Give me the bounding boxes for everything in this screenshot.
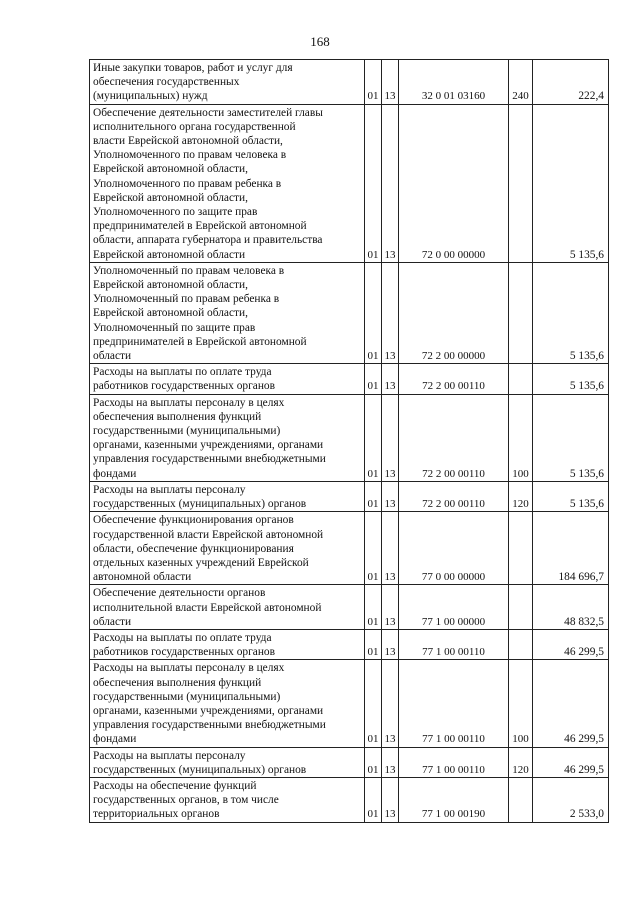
section-code: 01 (365, 747, 382, 777)
amount-value: 46 299,5 (533, 660, 609, 747)
table-row (90, 747, 609, 777)
amount-value: 222,4 (533, 60, 609, 105)
section-code: 01 (365, 777, 382, 822)
subsection-code: 13 (382, 777, 399, 822)
table-row (90, 629, 609, 659)
section-code: 01 (365, 512, 382, 585)
subsection-code: 13 (382, 585, 399, 630)
target-article-code: 32 0 01 03160 (399, 60, 509, 105)
page-number: 168 (310, 34, 330, 49)
target-article-code: 72 2 00 00000 (399, 262, 509, 363)
expense-type-code (509, 512, 533, 585)
expense-type-code: 100 (509, 660, 533, 747)
table-row (90, 104, 609, 262)
amount-value: 5 135,6 (533, 394, 609, 481)
section-code: 01 (365, 585, 382, 630)
subsection-code: 13 (382, 660, 399, 747)
expense-type-code (509, 585, 533, 630)
amount-value: 5 135,6 (533, 104, 609, 262)
expense-type-code: 100 (509, 394, 533, 481)
section-code: 01 (365, 60, 382, 105)
expense-type-code (509, 104, 533, 262)
subsection-code: 13 (382, 60, 399, 105)
row-description: Обеспечение деятельности заместителей главы исполнительного органа государственной власти Еврейской автономной области, Уполномоченного по правам человека в Еврейской автономной области, Уполномоченного по правам ребенка в Еврейской автономной области, Уполномоченного по защите прав предпринимателей в Еврейской автономной области, аппарата губернатора и правительства Еврейской автономной области (90, 104, 365, 262)
row-description: Уполномоченный по правам человека в Еврейской автономной области, Уполномоченный по правам ребенка в Еврейской автономной области, Уполномоченный по защите прав предпринимателей в Еврейской автономной области (90, 262, 365, 363)
row-description: Обеспечение функционирования органов государственной власти Еврейской автономной области, обеспечение функционирования отдельных казенных учреждений Еврейской автономной области (90, 512, 365, 585)
amount-value: 184 696,7 (533, 512, 609, 585)
subsection-code: 13 (382, 629, 399, 659)
expense-type-code: 120 (509, 747, 533, 777)
budget-table (89, 59, 609, 823)
subsection-code: 13 (382, 394, 399, 481)
table-row (90, 585, 609, 630)
subsection-code: 13 (382, 747, 399, 777)
amount-value: 48 832,5 (533, 585, 609, 630)
amount-value: 5 135,6 (533, 364, 609, 394)
section-code: 01 (365, 394, 382, 481)
row-description: Расходы на обеспечение функций государственных органов, в том числе территориальных органов (90, 777, 365, 822)
table-row (90, 364, 609, 394)
target-article-code: 72 2 00 00110 (399, 364, 509, 394)
expense-type-code (509, 364, 533, 394)
expense-type-code: 240 (509, 60, 533, 105)
section-code: 01 (365, 660, 382, 747)
section-code: 01 (365, 364, 382, 394)
table-row (90, 660, 609, 747)
table-row (90, 512, 609, 585)
section-code: 01 (365, 481, 382, 511)
target-article-code: 72 0 00 00000 (399, 104, 509, 262)
section-code: 01 (365, 262, 382, 363)
target-article-code: 77 1 00 00000 (399, 585, 509, 630)
target-article-code: 72 2 00 00110 (399, 394, 509, 481)
subsection-code: 13 (382, 364, 399, 394)
row-description: Расходы на выплаты персоналу государственных (муниципальных) органов (90, 481, 365, 511)
subsection-code: 13 (382, 104, 399, 262)
row-description: Расходы на выплаты персоналу в целях обеспечения выполнения функций государственными (муниципальными) органами, казенными учреждениями, органами управления государственными внебюджетными фондами (90, 660, 365, 747)
row-description: Обеспечение деятельности органов исполнительной власти Еврейской автономной области (90, 585, 365, 630)
row-description: Расходы на выплаты по оплате труда работников государственных органов (90, 629, 365, 659)
amount-value: 46 299,5 (533, 629, 609, 659)
row-description: Иные закупки товаров, работ и услуг для обеспечения государственных (муниципальных) нужд (90, 60, 365, 105)
amount-value: 2 533,0 (533, 777, 609, 822)
row-description: Расходы на выплаты персоналу государственных (муниципальных) органов (90, 747, 365, 777)
target-article-code: 77 1 00 00110 (399, 660, 509, 747)
table-row (90, 60, 609, 105)
row-description: Расходы на выплаты персоналу в целях обеспечения выполнения функций государственными (муниципальными) органами, казенными учреждениями, органами управления государственными внебюджетными фондами (90, 394, 365, 481)
target-article-code: 77 1 00 00110 (399, 747, 509, 777)
expense-type-code: 120 (509, 481, 533, 511)
subsection-code: 13 (382, 481, 399, 511)
section-code: 01 (365, 629, 382, 659)
expense-type-code (509, 629, 533, 659)
target-article-code: 77 0 00 00000 (399, 512, 509, 585)
table-row (90, 777, 609, 822)
amount-value: 5 135,6 (533, 262, 609, 363)
table-row (90, 481, 609, 511)
subsection-code: 13 (382, 262, 399, 363)
table-row (90, 394, 609, 481)
target-article-code: 77 1 00 00110 (399, 629, 509, 659)
amount-value: 46 299,5 (533, 747, 609, 777)
expense-type-code (509, 262, 533, 363)
row-description: Расходы на выплаты по оплате труда работников государственных органов (90, 364, 365, 394)
section-code: 01 (365, 104, 382, 262)
expense-type-code (509, 777, 533, 822)
amount-value: 5 135,6 (533, 481, 609, 511)
target-article-code: 72 2 00 00110 (399, 481, 509, 511)
subsection-code: 13 (382, 512, 399, 585)
table-row (90, 262, 609, 363)
target-article-code: 77 1 00 00190 (399, 777, 509, 822)
